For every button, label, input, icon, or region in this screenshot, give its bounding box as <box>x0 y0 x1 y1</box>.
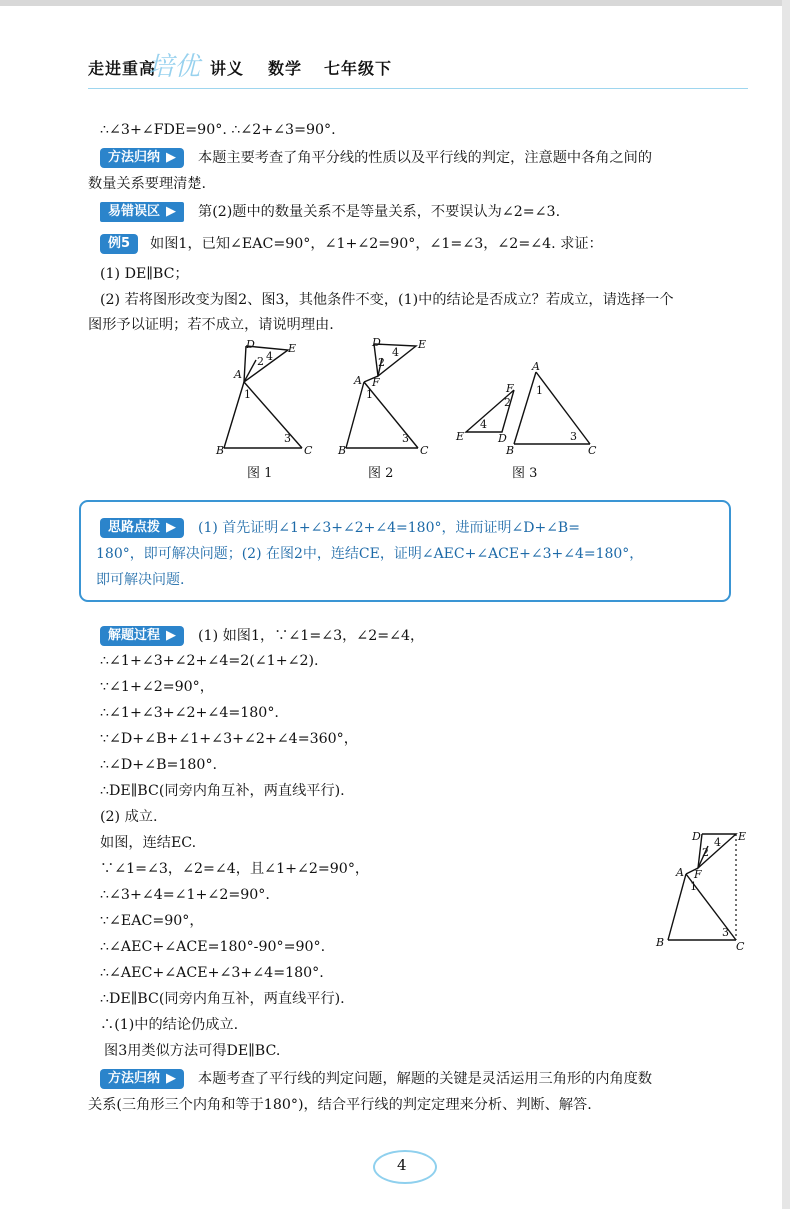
solution-line: 如图，连结EC. <box>100 835 197 851</box>
svg-text:B: B <box>216 444 225 456</box>
svg-text:3: 3 <box>284 432 291 445</box>
svg-text:E: E <box>456 430 465 443</box>
solution-line: ∴∠AEC+∠ACE=180°-90°=90°. <box>100 939 326 955</box>
header-rule <box>88 88 748 89</box>
svg-text:3: 3 <box>402 432 409 445</box>
triangle-icon: ▶ <box>166 150 177 165</box>
solution-line: (2) 成立. <box>100 809 158 825</box>
example-5 <box>100 234 603 254</box>
hint-line-1: 思路点拨 ▶ (1) 首先证明∠1+∠3+∠2+∠4=180°，进而证明∠D+∠B= <box>100 518 580 538</box>
triangle-icon: ▶ <box>166 204 177 219</box>
triangle-icon: ▶ <box>166 1071 177 1086</box>
method-summary-1 <box>100 148 652 168</box>
method-text-b: 数量关系要理清楚. <box>88 176 207 192</box>
figure-2-caption: 图 2 <box>368 466 394 481</box>
solution-line: ∵∠D+∠B+∠1+∠3+∠2+∠4=360°， <box>100 731 358 747</box>
svg-text:C: C <box>304 444 313 456</box>
example-tag: 例5 <box>100 234 138 254</box>
svg-text:4: 4 <box>714 836 721 849</box>
svg-text:B: B <box>656 936 665 949</box>
svg-text:1: 1 <box>690 880 697 893</box>
svg-text:C: C <box>588 444 597 456</box>
svg-text:F: F <box>506 382 514 395</box>
hint-line-2: 180°，即可解决问题；(2) 在图2中，连结CE，证明∠AEC+∠ACE+∠3+∠4=180°， <box>96 546 644 562</box>
method-summary-2: 方法归纳 ▶ 本题考查了平行线的判定问题，解题的关键是灵活运用三角形的内角度数 <box>100 1069 652 1089</box>
svg-text:A: A <box>234 368 242 381</box>
solution-line: ∵∠1+∠2=90°， <box>100 679 214 695</box>
svg-text:2: 2 <box>702 846 709 859</box>
solution-start: 解题过程 ▶ (1) 如图1，∵∠1=∠3，∠2=∠4， <box>100 626 424 646</box>
solution-line: ∴DE∥BC(同旁内角互补，两直线平行). <box>100 783 345 799</box>
figure-1 <box>210 336 320 456</box>
solution-line: ∵∠1=∠3，∠2=∠4，且∠1+∠2=90°， <box>100 861 370 877</box>
svg-text:2: 2 <box>257 355 264 368</box>
svg-text:A: A <box>532 360 540 373</box>
figure-3 <box>452 360 602 456</box>
error-zone <box>100 202 560 222</box>
doc-type: 讲义 <box>210 59 245 78</box>
svg-text:B: B <box>506 444 515 456</box>
solution-line: ∴∠D+∠B=180°. <box>100 757 218 773</box>
solution-line: ∴∠1+∠3+∠2+∠4=2(∠1+∠2). <box>100 653 319 669</box>
error-tag: 易错误区 ▶ <box>100 202 184 222</box>
svg-text:4: 4 <box>392 346 399 359</box>
svg-text:D: D <box>498 432 507 445</box>
hint-line-3: 即可解决问题. <box>96 572 185 588</box>
svg-text:1: 1 <box>536 384 543 397</box>
svg-text:D: D <box>246 338 255 351</box>
solution-line: ∴∠3+∠4=∠1+∠2=90°. <box>100 887 270 903</box>
solution-line: ∴∠AEC+∠ACE+∠3+∠4=180°. <box>100 965 324 981</box>
question-2a: (2) 若将图形改变为图2、图3，其他条件不变，(1)中的结论是否成立？若成立，请选择一个 <box>100 292 674 308</box>
hint-tag: 思路点拨 ▶ <box>100 518 184 538</box>
question-2b: 图形予以证明；若不成立，请说明理由. <box>88 317 334 333</box>
subject: 数学 <box>268 59 303 78</box>
svg-text:E: E <box>418 338 427 351</box>
svg-text:E: E <box>288 342 297 355</box>
method-text-b: 关系(三角形三个内角和等于180°)，结合平行线的判定定理来分析、判断、解答. <box>88 1097 592 1113</box>
scan-top-edge <box>0 0 790 6</box>
solution-line: 图3用类似方法可得DE∥BC. <box>104 1043 281 1059</box>
page-number: 4 <box>373 1150 449 1184</box>
figure-3-caption: 图 3 <box>512 466 538 481</box>
header-decoration: 培优 <box>148 52 201 82</box>
svg-text:D: D <box>372 336 381 349</box>
svg-text:A: A <box>354 374 362 387</box>
svg-text:D: D <box>692 830 701 843</box>
svg-text:3: 3 <box>570 430 577 443</box>
solution-figure <box>652 826 762 950</box>
svg-text:E: E <box>738 830 747 843</box>
book-title: 走进重高 <box>88 59 157 78</box>
svg-text:B: B <box>338 444 347 456</box>
svg-text:4: 4 <box>266 350 273 363</box>
triangle-icon: ▶ <box>166 628 177 643</box>
text-line: ∴∠3+∠FDE=90°. ∴∠2+∠3=90°. <box>100 122 336 138</box>
svg-text:3: 3 <box>722 926 729 939</box>
solution-line: ∵∠EAC=90°， <box>100 913 204 929</box>
svg-text:A: A <box>676 866 684 879</box>
svg-text:1: 1 <box>244 388 251 401</box>
solution-line: ∴DE∥BC(同旁内角互补，两直线平行). <box>100 991 345 1007</box>
figure-1-caption: 图 1 <box>247 466 273 481</box>
solution-line: ∴(1)中的结论仍成立. <box>100 1017 239 1033</box>
figure-2 <box>330 336 440 456</box>
svg-text:2: 2 <box>378 356 385 369</box>
svg-text:1: 1 <box>366 388 373 401</box>
svg-text:F: F <box>694 868 702 881</box>
svg-text:C: C <box>736 940 745 950</box>
svg-text:2: 2 <box>504 396 511 409</box>
svg-text:C: C <box>420 444 429 456</box>
method-tag: 方法归纳 ▶ <box>100 1069 184 1089</box>
method-text-a: 本题主要考查了角平分线的性质以及平行线的判定，注意题中各角之间的 <box>198 150 653 166</box>
example-text: 如图1，已知∠EAC=90°，∠1+∠2=90°，∠1=∠3，∠2=∠4. 求证： <box>150 236 603 252</box>
method-tag: 方法归纳 ▶ <box>100 148 184 168</box>
solution-line: ∴∠1+∠3+∠2+∠4=180°. <box>100 705 279 721</box>
error-text: 第(2)题中的数量关系不是等量关系，不要误认为∠2=∠3. <box>198 204 561 220</box>
solution-tag: 解题过程 ▶ <box>100 626 184 646</box>
svg-text:4: 4 <box>480 418 487 431</box>
triangle-icon: ▶ <box>166 520 177 535</box>
svg-text:F: F <box>372 376 380 389</box>
scan-right-edge <box>782 0 790 1209</box>
grade: 七年级下 <box>324 59 393 78</box>
question-1: (1) DE∥BC； <box>100 266 189 282</box>
